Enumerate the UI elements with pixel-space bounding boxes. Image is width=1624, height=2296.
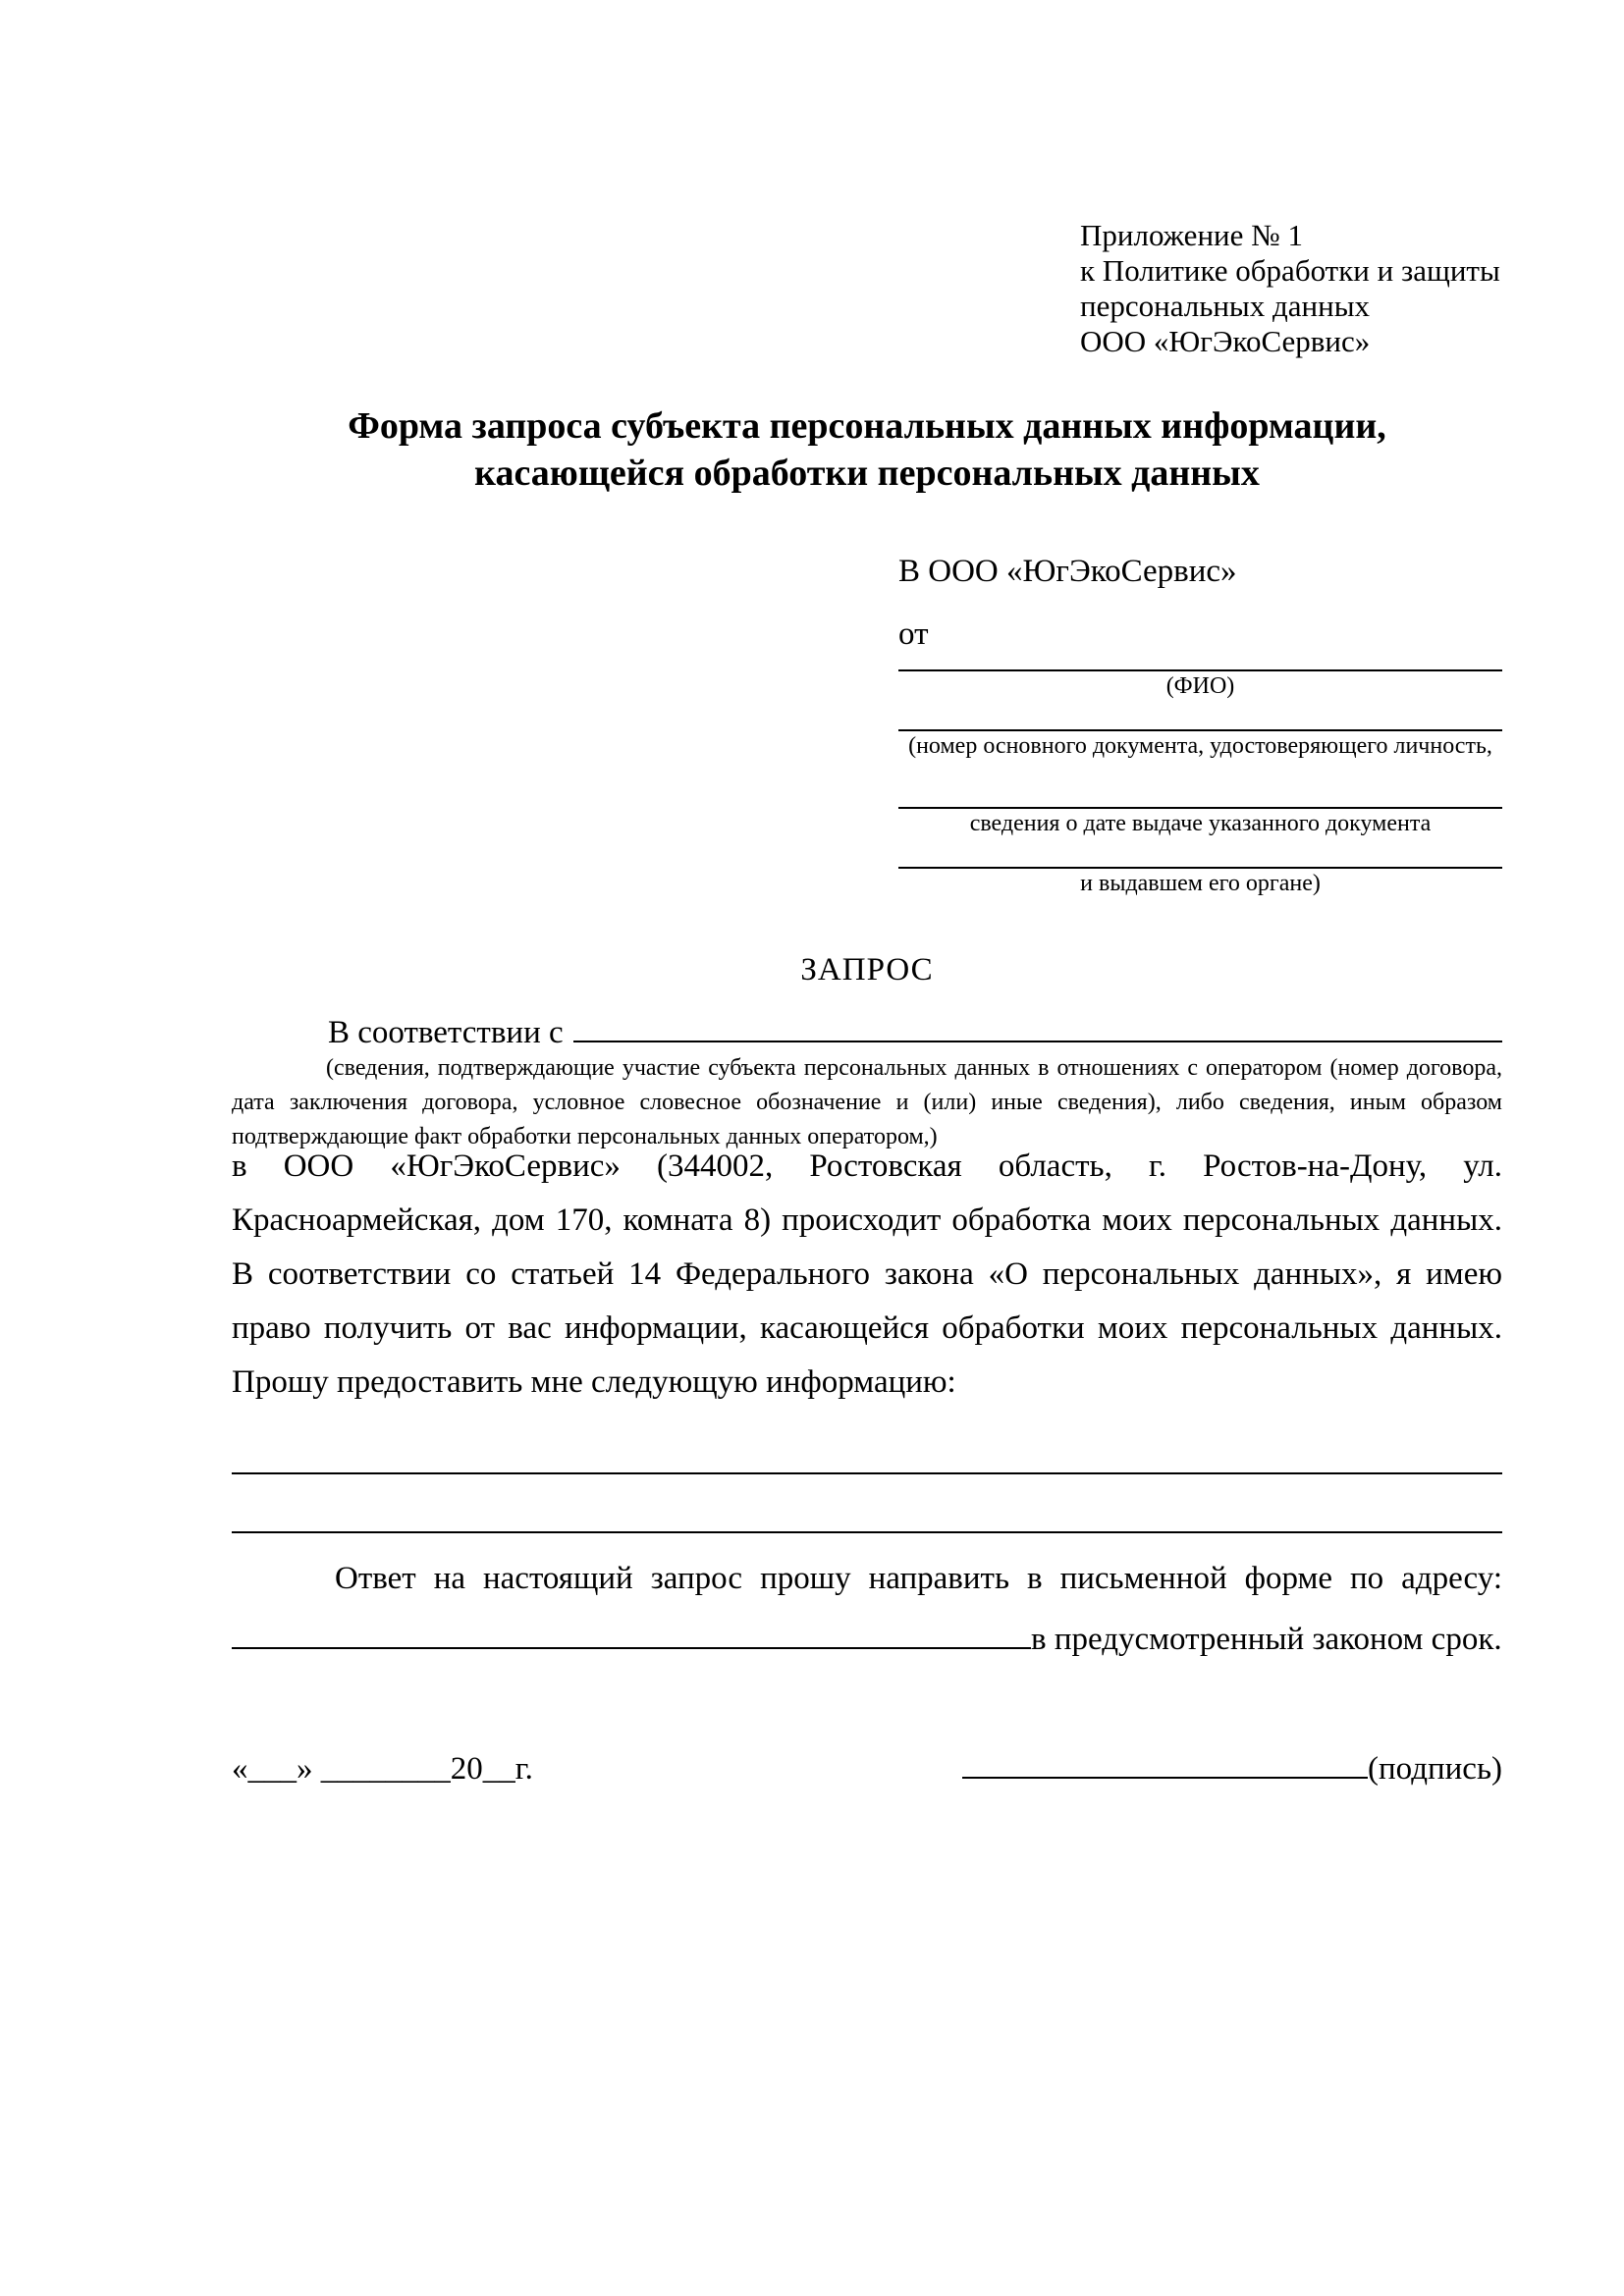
issuing-authority-caption: и выдавшем его органе) xyxy=(1080,871,1321,896)
accordance-lead-text: В соответствии с xyxy=(328,1015,564,1050)
request-body-paragraph: в ООО «ЮгЭкоСервис» (344002, Ростовская область, г. Ростов-на-Дону, ул. Красноармейская, дом 170, комната 8) происходит обработка моих персональных данных. В соответствии со статьей 14 Федерального закона «О персональных данных», я имею право получить от вас информации, касающейся обработки моих персональных данных. Прошу предоставить мне следующую информацию: xyxy=(232,1148,1502,1400)
from-label: от xyxy=(898,616,929,652)
issuing-authority-fill-line[interactable] xyxy=(898,851,1502,869)
appendix-line: к Политике обработки и защиты xyxy=(1080,253,1500,288)
appendix-line: ООО «ЮгЭкоСервис» xyxy=(1080,324,1371,358)
reply-address-row xyxy=(232,1606,1502,1667)
document-number-caption: (номер основного документа, удостоверяющего личность, xyxy=(908,733,1492,759)
issue-date-caption: сведения о дате выдаче указанного документа xyxy=(969,811,1432,836)
appendix-line: Приложение № 1 xyxy=(1080,218,1303,252)
page-title-line-1: Форма запроса субъекта персональных данных информации, xyxy=(348,405,1386,447)
request-heading: ЗАПРОС xyxy=(800,952,934,988)
information-fill-line-1[interactable] xyxy=(232,1457,1502,1474)
document-number-fill-line[interactable] xyxy=(898,714,1502,731)
addressee-organization: В ООО «ЮгЭкоСервис» xyxy=(898,554,1237,589)
appendix-header xyxy=(1080,218,1500,359)
signature-fill-line[interactable] xyxy=(962,1747,1368,1779)
page-title xyxy=(232,402,1502,497)
issue-date-fill-line[interactable] xyxy=(898,791,1502,809)
date-signature-row xyxy=(232,1747,1502,1789)
page-title-line-2: касающейся обработки персональных данных xyxy=(474,453,1260,494)
accordance-fill-line[interactable] xyxy=(573,1011,1502,1042)
date-blank-field[interactable]: «___» ________20__г. xyxy=(232,1751,533,1787)
fio-fill-line[interactable] xyxy=(898,654,1502,671)
fine-print-caption: (сведения, подтверждающие участие субъекта персональных данных в отношениях с оператором (номер договора, дата заключения договора, условное словесное обозначение и (или) иные сведения), либо сведения, иным образом подтверждающие факт обработки персональных данных оператором,) xyxy=(232,1055,1502,1149)
addressee-block xyxy=(898,552,1502,898)
signature-area xyxy=(962,1747,1502,1789)
accordance-row xyxy=(232,1011,1502,1051)
signature-caption: (подпись) xyxy=(1368,1751,1502,1787)
fio-caption: (ФИО) xyxy=(1165,673,1235,699)
appendix-line: персональных данных xyxy=(1080,289,1371,323)
reply-paragraph: Ответ на настоящий запрос прошу направить в письменной форме по адресу: xyxy=(335,1561,1502,1596)
information-fill-line-2[interactable] xyxy=(232,1516,1502,1533)
reply-deadline-text: в предусмотренный законом срок. xyxy=(1031,1622,1502,1657)
reply-address-fill-line[interactable] xyxy=(232,1606,1031,1649)
